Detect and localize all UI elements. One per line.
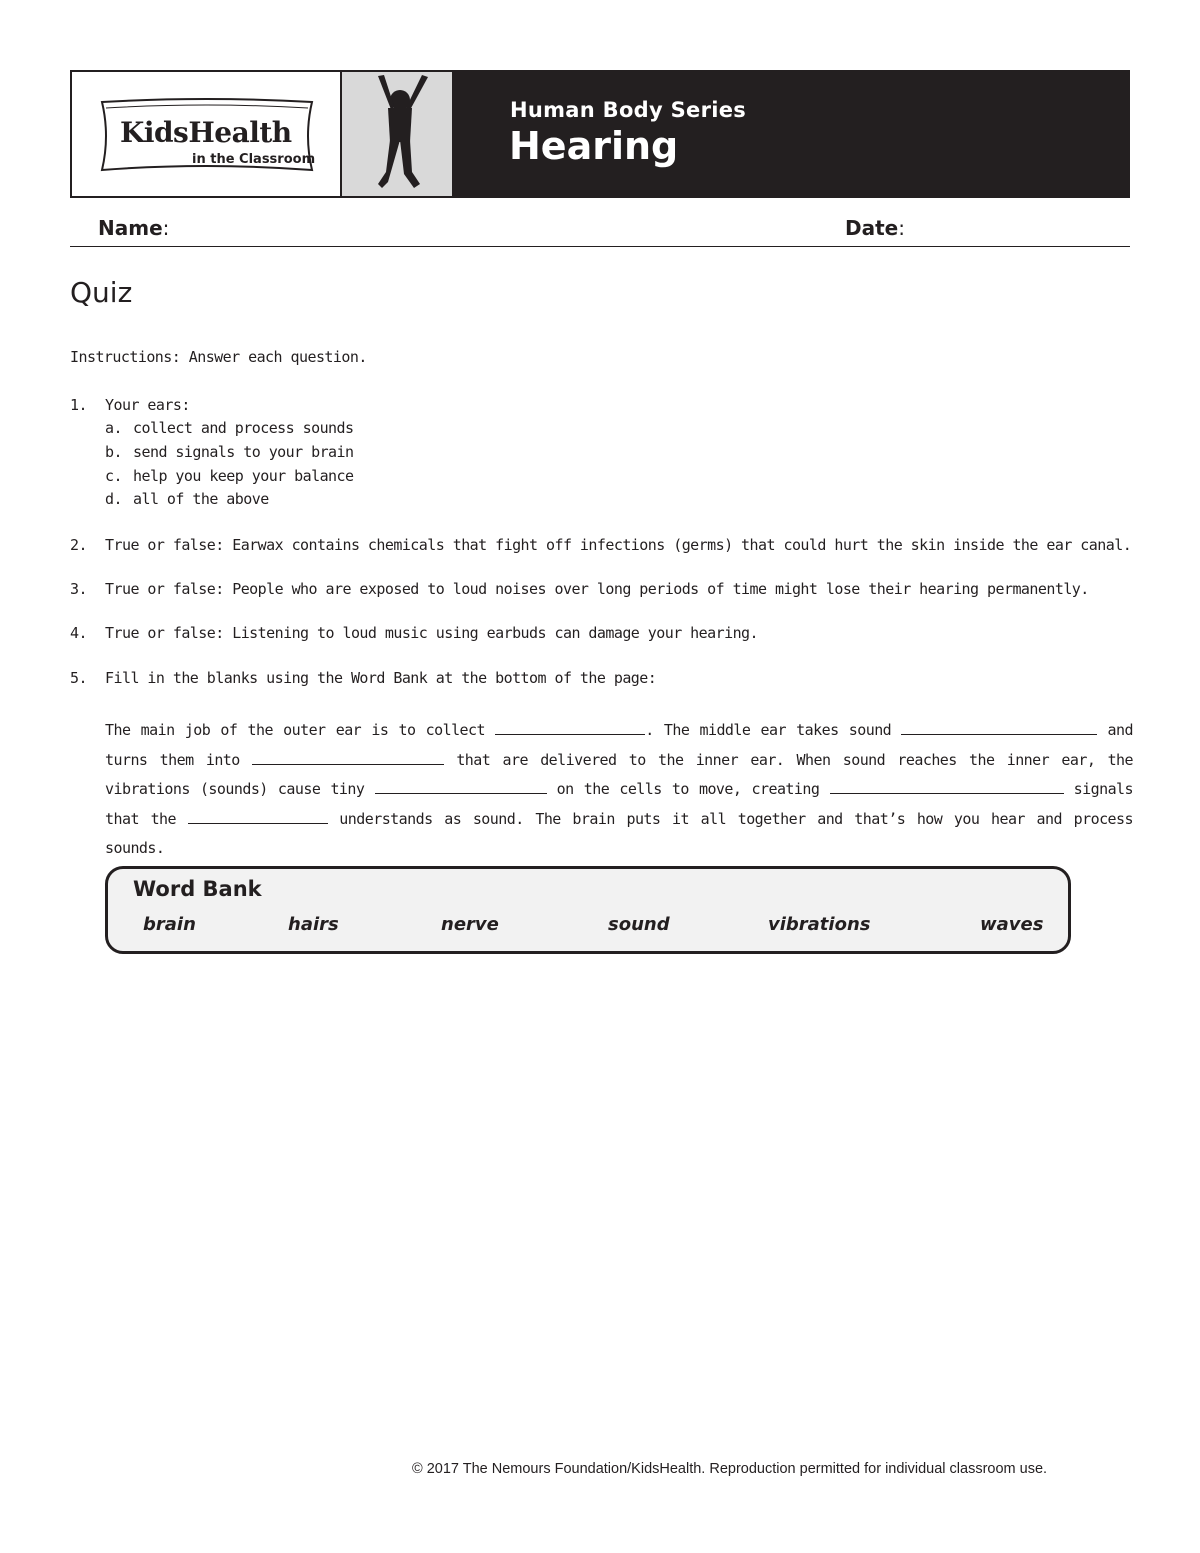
name-field[interactable] [98,216,169,240]
fill-text: The main job of the outer ear is to collect [105,721,485,739]
option-letter: b. [105,443,122,461]
figure-panel [342,72,454,196]
question-text: True or false: Earwax contains chemicals that fight off infections (germs) that could hurt the skin inside the ear canal. [105,536,1132,554]
date-field[interactable] [845,216,905,240]
word-bank-word: vibrations [768,914,871,935]
word-bank-title: Word Bank [133,877,262,901]
question-text: Fill in the blanks using the Word Bank at the bottom of the page: [105,669,657,687]
word-bank-word: hairs [288,914,339,935]
word-bank-word: sound [608,914,670,935]
option-letter: a. [105,419,122,437]
kidshealth-logo [72,72,342,196]
word-bank-word: waves [980,914,1044,935]
question-text: True or false: Listening to loud music using earbuds can damage your hearing. [105,624,759,642]
fill-text: and turns them into [105,721,1133,769]
question-text: Your ears: [105,396,190,414]
option-letter: d. [105,490,122,508]
blank-4[interactable] [375,777,547,794]
logo-subtitle: in the Classroom [192,152,316,167]
blank-6[interactable] [188,807,328,824]
date-colon: : [898,216,905,240]
header-banner [70,70,1130,198]
name-label: Name [98,216,163,240]
blank-2[interactable] [901,718,1097,735]
question-number: 4. [70,624,87,642]
logo-title: KidsHealth [120,116,292,149]
instructions-text: Instructions: Answer each question. [70,348,367,366]
blank-3[interactable] [252,748,444,765]
option-1a[interactable] [105,419,354,437]
name-colon: : [162,216,170,240]
word-bank-word: brain [143,914,196,935]
series-title: Human Body Series [510,98,747,122]
option-text: help you keep your balance [133,467,354,485]
option-text: collect and process sounds [133,419,354,437]
option-text: send signals to your brain [133,443,354,461]
copyright-footer: © 2017 The Nemours Foundation/KidsHealth. Reproduction permitted for individual classroom use. [412,1461,1048,1477]
fill-text: . The middle ear takes sound [645,721,892,739]
question-number: 2. [70,536,87,554]
fill-text: understands as sound. The brain puts it all together and that’s how you hear and process sounds. [105,809,1133,857]
word-bank-word: nerve [441,914,499,935]
page-title: Hearing [509,124,679,168]
question-number: 5. [70,669,87,687]
name-date-row [70,214,1130,247]
word-bank [105,866,1071,954]
option-1b[interactable] [105,443,354,461]
option-1d[interactable] [105,490,269,508]
option-text: all of the above [133,490,269,508]
jumping-person-icon [342,72,452,196]
question-text: True or false: People who are exposed to loud noises over long periods of time might lose their hearing permanently. [105,580,1089,598]
blank-1[interactable] [495,718,645,735]
question-number: 3. [70,580,87,598]
fill-text: on the cells to move, creating [556,780,820,798]
question-number: 1. [70,396,87,414]
option-1c[interactable] [105,467,354,485]
blank-5[interactable] [830,777,1064,794]
fill-in-paragraph [105,716,1133,864]
quiz-heading: Quiz [70,276,133,309]
fill-text: that are delivered to the inner ear. When sound reaches the inner ear, the vibrations (sounds) cause tiny [105,750,1134,798]
fill-text: signals that the [105,780,1134,828]
date-label: Date [845,216,899,240]
option-letter: c. [105,467,122,485]
title-panel [454,72,1128,196]
